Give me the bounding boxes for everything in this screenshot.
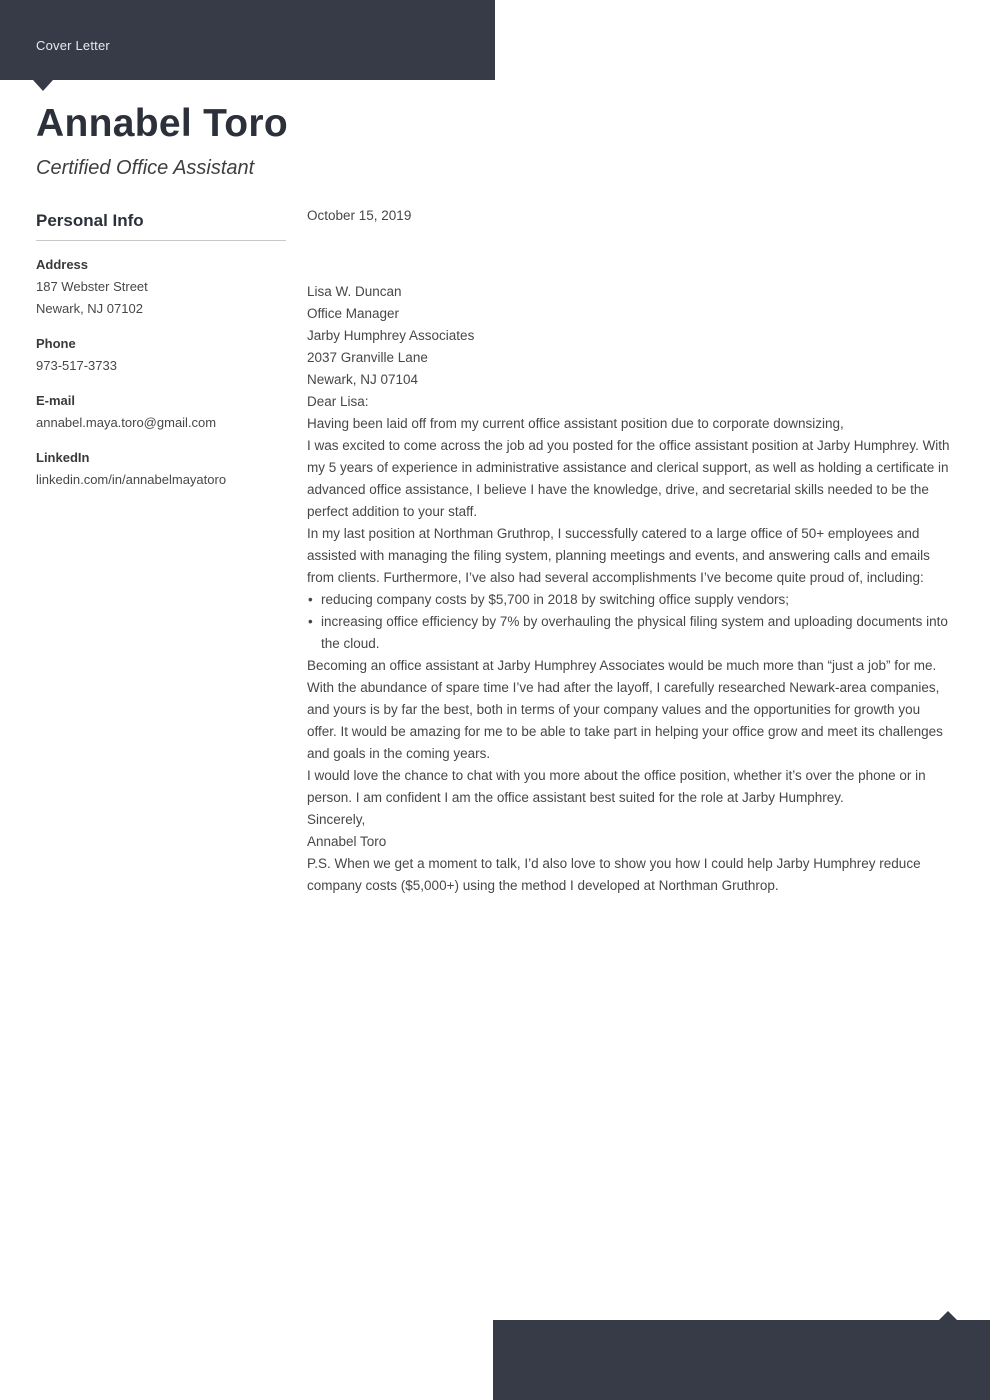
accomplishment-2: increasing office efficiency by 7% by overhauling the physical filing system and uploading documents into the cloud.: [321, 614, 948, 651]
paragraph-call-to-action: I would love the chance to chat with you more about the office position, whether it’s over the phone or in person. I am confident I am the office assistant best suited for the role at Jarby Humphrey.: [307, 768, 926, 805]
list-item: [307, 589, 951, 611]
field-email-value: annabel.maya.toro@gmail.com: [36, 415, 217, 430]
banner-pointer-up-icon: [939, 1311, 957, 1320]
banner-pointer-down-icon: [33, 80, 53, 91]
recipient-name: Lisa W. Duncan: [307, 284, 402, 299]
paragraph-intro-rest: I was excited to come across the job ad you posted for the office assistant position at Jarby Humphrey. With my 5 years of experience in administrative assistance and clerical support, as well as holding a certificate in advanced office assistance, I believe I have the knowledge, drive, and secretarial skills needed to be the perfect addition to your staff.: [307, 438, 950, 519]
accomplishments-list: [307, 589, 951, 655]
signature: Annabel Toro: [307, 834, 387, 849]
bottom-banner: [493, 1320, 990, 1400]
field-phone: [36, 333, 286, 377]
field-address: [36, 254, 286, 320]
field-phone-label: Phone: [36, 336, 76, 351]
field-address-label: Address: [36, 257, 89, 272]
recipient-city: Newark, NJ 07104: [307, 372, 419, 387]
field-linkedin: [36, 447, 286, 491]
person-job-title: Certified Office Assistant: [36, 157, 255, 179]
document-type-label: Cover Letter: [36, 38, 110, 53]
field-phone-value: 973-517-3733: [36, 358, 117, 373]
paragraph-intro: [307, 413, 951, 523]
field-email: [36, 390, 286, 434]
accomplishment-1: reducing company costs by $5,700 in 2018 by switching office supply vendors;: [321, 592, 790, 607]
list-item: [307, 611, 951, 655]
field-linkedin-label: LinkedIn: [36, 450, 90, 465]
letter-date: October 15, 2019: [307, 208, 412, 223]
field-address-line2: Newark, NJ 07102: [36, 301, 143, 316]
personal-info-sidebar: [36, 211, 286, 491]
sidebar-heading: Personal Info: [36, 211, 286, 241]
paragraph-intro-line1: Having been laid off from my current office assistant position due to corporate downsizing,: [307, 416, 844, 431]
postscript: P.S. When we get a moment to talk, I’d also love to show you how I could help Jarby Humphrey reduce company costs ($5,000+) using the method I developed at Northman Gruthrop.: [307, 856, 921, 893]
person-name: Annabel Toro: [36, 102, 289, 145]
letter-body: [307, 205, 951, 897]
field-address-line1: 187 Webster Street: [36, 279, 148, 294]
paragraph-experience: In my last position at Northman Gruthrop, I successfully catered to a large office of 50+ employees and assisted with managing the filing system, planning meetings and events, and answering calls and emails from clients. Furthermore, I’ve also had several accomplishments I’ve become quite proud of, including:: [307, 526, 930, 585]
top-banner: [0, 0, 495, 80]
recipient-company: Jarby Humphrey Associates: [307, 328, 475, 343]
closing: Sincerely,: [307, 812, 366, 827]
recipient-street: 2037 Granville Lane: [307, 350, 428, 365]
recipient-title: Office Manager: [307, 306, 400, 321]
paragraph-motivation: Becoming an office assistant at Jarby Humphrey Associates would be much more than “just a job” for me. With the abundance of spare time I’ve had after the layoff, I carefully researched Newark-area companies, and yours is by far the best, both in terms of your company values and the opportunities for growth you offer. It would be amazing for me to be able to take part in helping your office grow and meet its challenges and goals in the coming years.: [307, 658, 943, 761]
salutation: Dear Lisa:: [307, 394, 369, 409]
recipient-block: [307, 281, 951, 391]
field-email-label: E-mail: [36, 393, 76, 408]
field-linkedin-value: linkedin.com/in/annabelmayatoro: [36, 472, 227, 487]
